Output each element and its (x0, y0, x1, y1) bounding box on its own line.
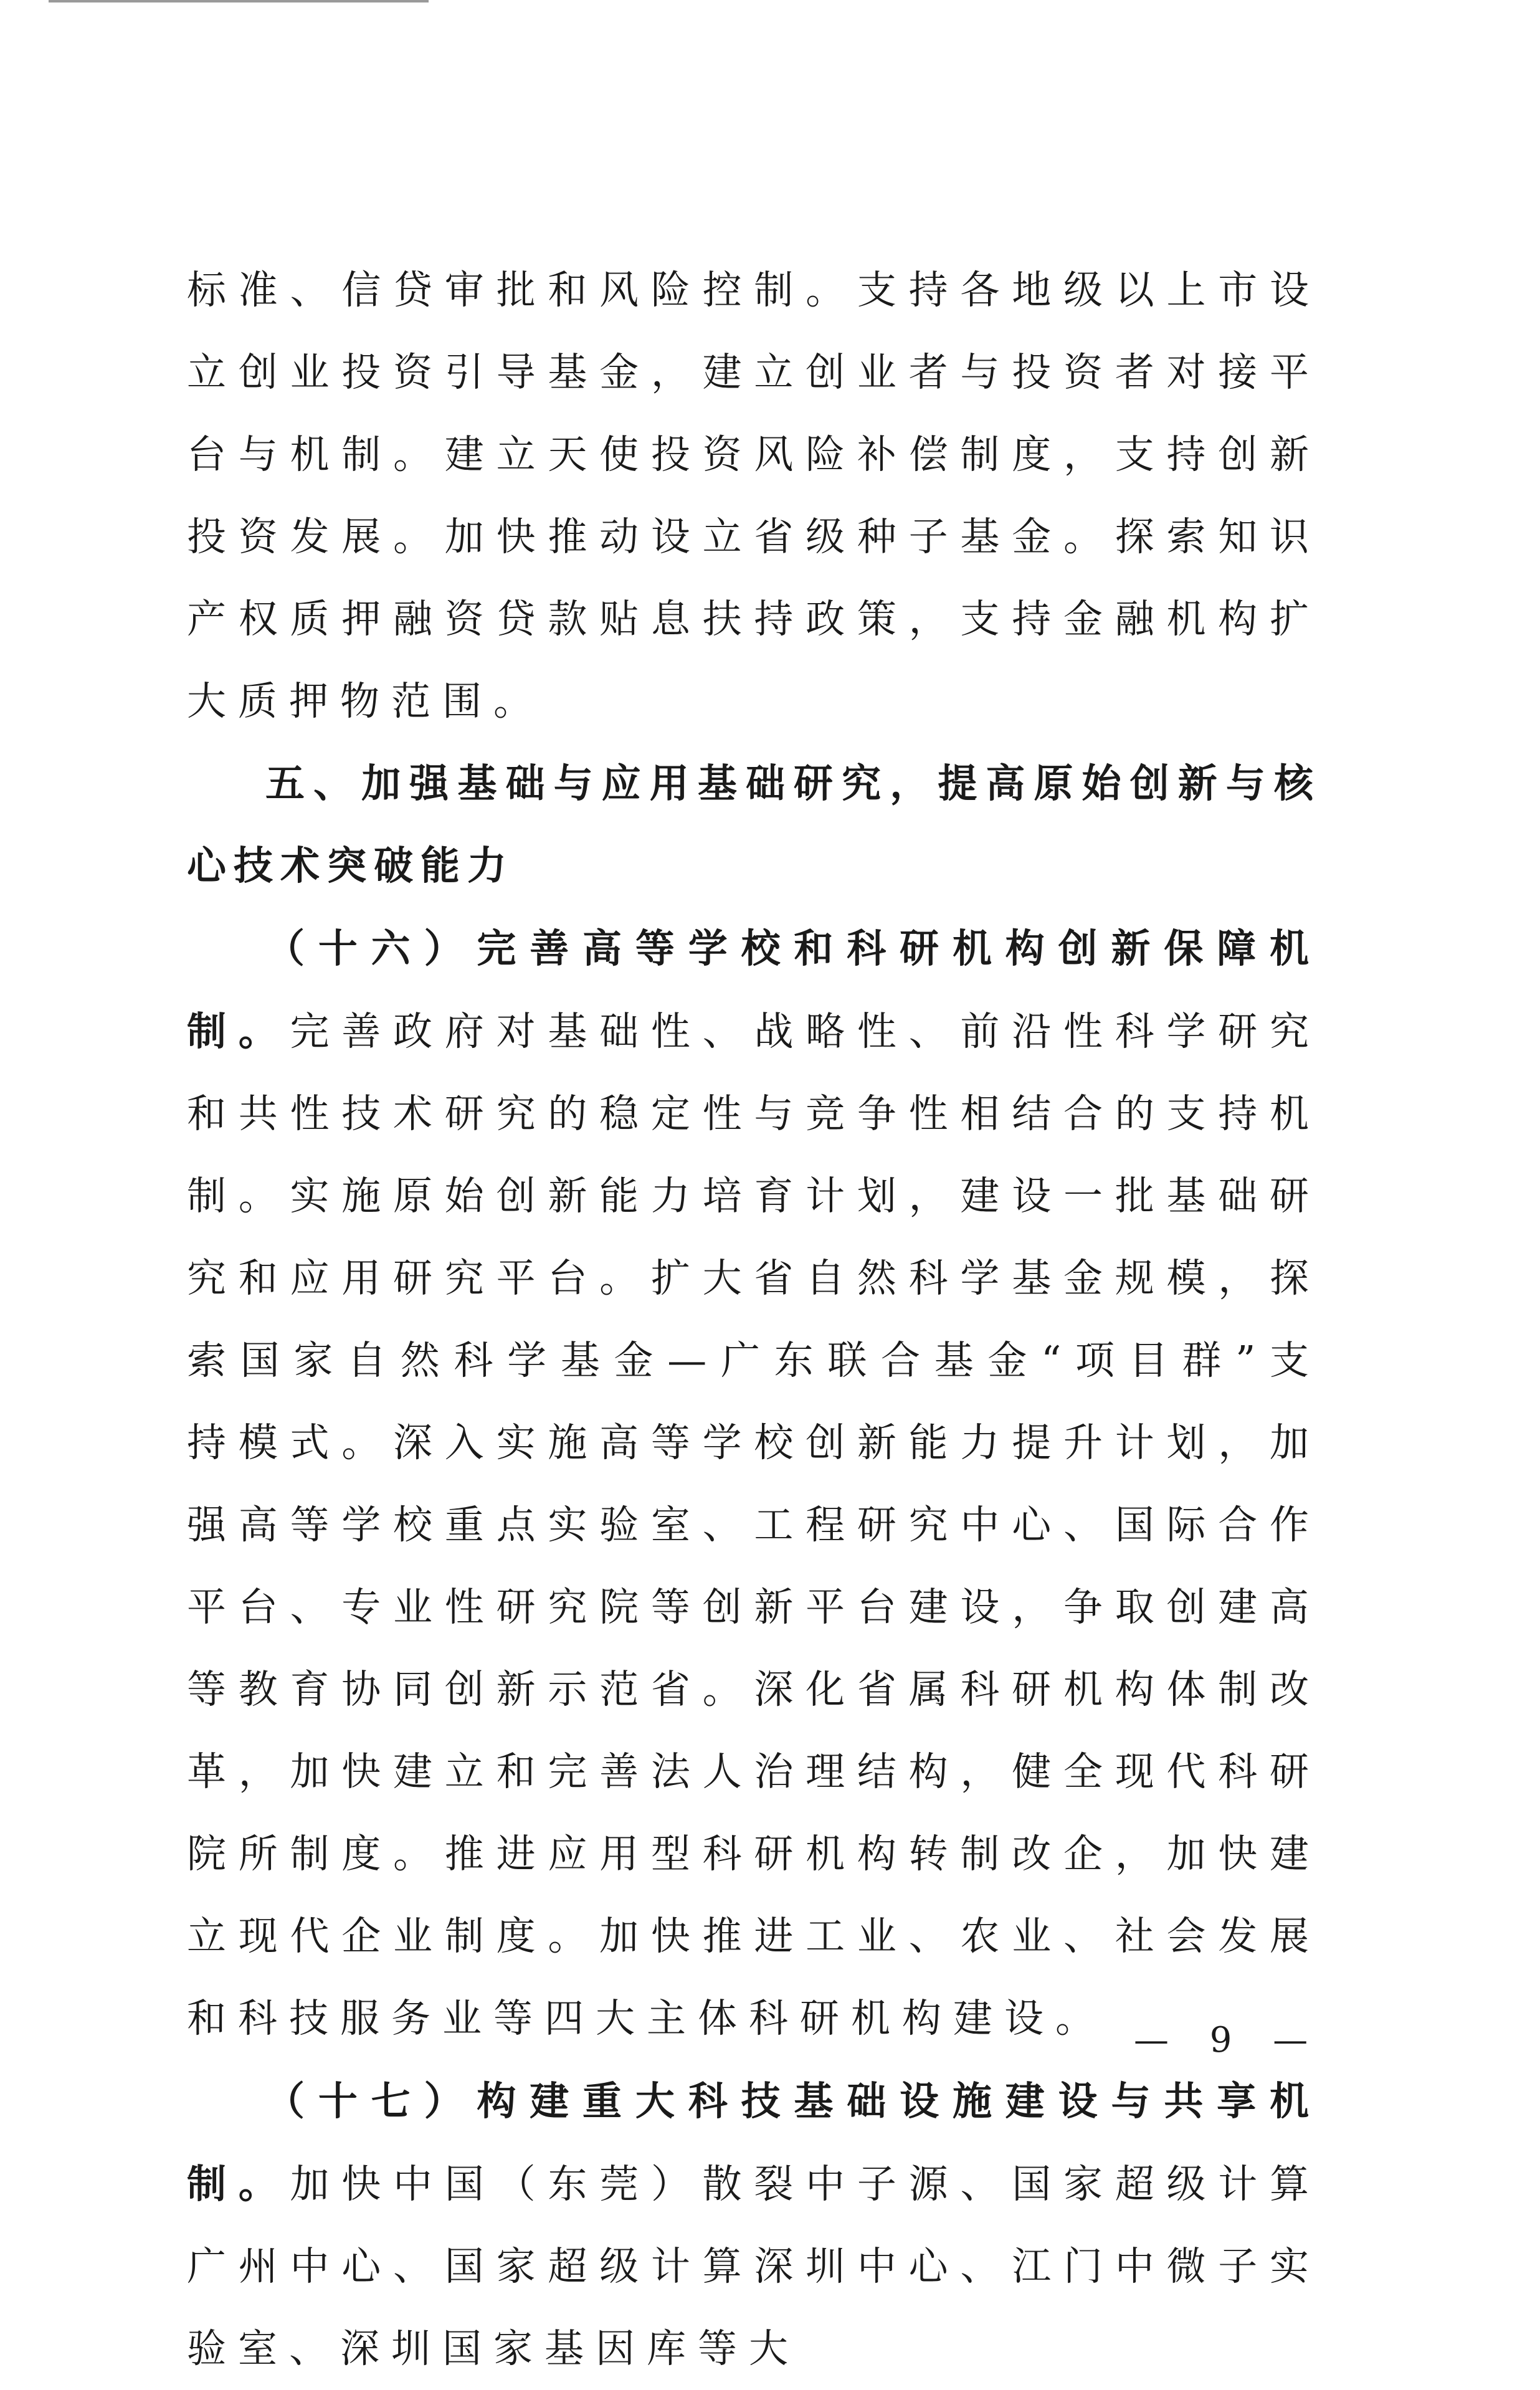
top-rule (49, 0, 429, 2)
paragraph-continuation: 标准、信贷审批和风险控制。支持各地级以上市设立创业投资引导基金，建立创业者与投资者对接平台与机制。建立天使投资风险补偿制度，支持创新投资发展。加快推动设立省级种子基金。探索知识产权质押融资贷款贴息扶持政策，支持金融机构扩大质押物范围。 (187, 267, 1321, 724)
paragraph-item-16 (187, 907, 1321, 2060)
paragraph-item-17 (187, 2060, 1321, 2390)
page-number: — 9 — (1134, 2020, 1323, 2060)
item-16-body: 完善政府对基础性、战略性、前沿性科学研究和共性技术研究的稳定性与竞争性相结合的支持机制。实施原始创新能力培育计划，建设一批基础研究和应用研究平台。扩大省自然科学基金规模，探索国家自然科学基金—广东联合基金“项目群”支持模式。深入实施高等学校创新能力提升计划，加强高等学校重点实验室、工程研究中心、国际合作平台、专业性研究院等创新平台建设，争取创建高等教育协同创新示范省。深化省属科研机构体制改革，加快建立和完善法人治理结构，健全现代科研院所制度。推进应用型科研机构转制改企，加快建立现代企业制度。加快推进工业、农业、社会发展和科技服务业等四大主体科研机构建设。 (187, 1009, 1321, 2041)
item-17-body: 加快中国（东莞）散裂中子源、国家超级计算广州中心、国家超级计算深圳中心、江门中微子实验室、深圳国家基因库等大 (187, 2161, 1321, 2371)
document-page (187, 249, 1321, 2390)
item-17-lead: （十七）构建重大科技基础设施建设与共享机制。 (187, 2078, 1321, 2207)
item-16-lead: （十六）完善高等学校和科研机构创新保障机制。 (187, 925, 1321, 1054)
section-heading: 五、加强基础与应用基础研究，提高原始创新与核心技术突破能力 (187, 761, 1321, 888)
